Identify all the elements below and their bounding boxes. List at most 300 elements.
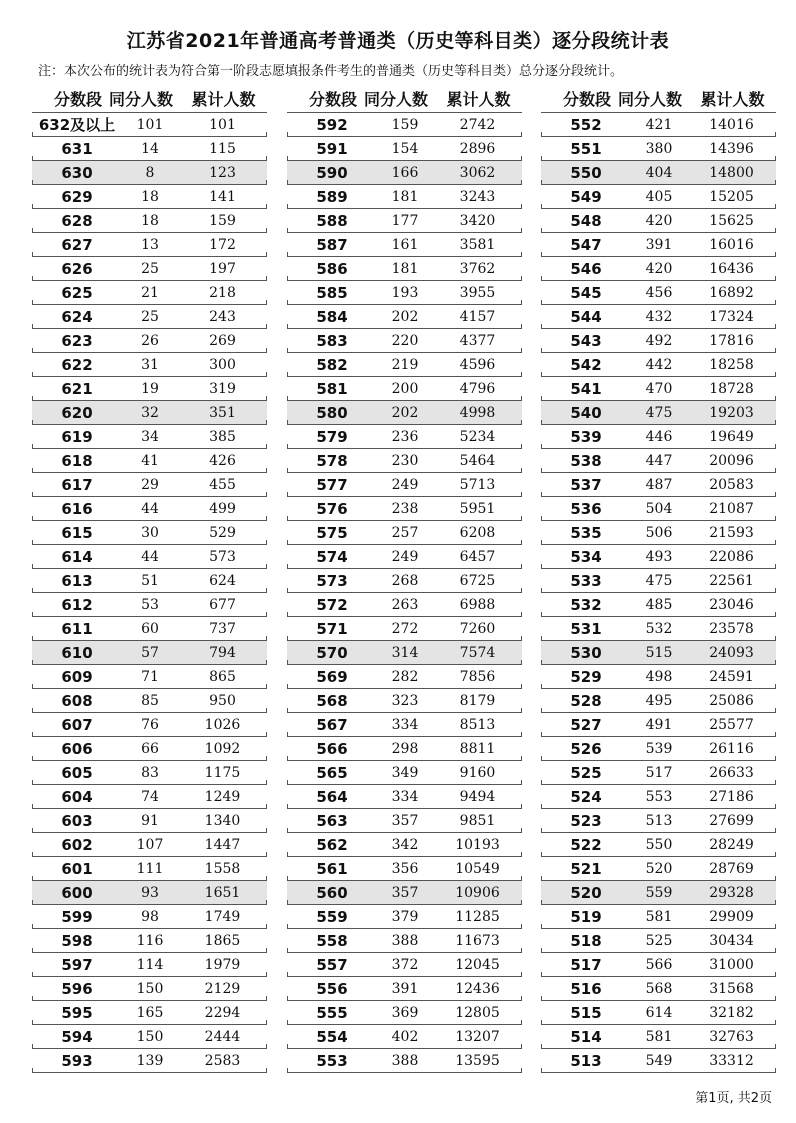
- cumulative-cell: 2294: [204, 1004, 241, 1021]
- score-cell: 566: [316, 739, 348, 758]
- score-cell: 559: [316, 907, 348, 926]
- score-cell: 595: [61, 1003, 93, 1022]
- cumulative-cell: 243: [209, 308, 236, 325]
- same-count-cell: 282: [391, 668, 419, 685]
- same-count-cell: 101: [136, 116, 164, 133]
- score-cell: 560: [316, 883, 348, 902]
- same-count-cell: 21: [141, 284, 159, 301]
- cumulative-cell: 426: [209, 452, 236, 469]
- score-cell: 558: [316, 931, 348, 950]
- table-row: [541, 497, 776, 521]
- score-cell: 525: [570, 763, 602, 782]
- score-cell: 598: [61, 931, 93, 950]
- table-row: [287, 449, 522, 473]
- same-count-cell: 517: [645, 764, 673, 781]
- score-cell: 564: [316, 787, 348, 806]
- table-row: [287, 305, 522, 329]
- cumulative-cell: 27186: [709, 788, 754, 805]
- table-row: [541, 305, 776, 329]
- table-row: [541, 881, 776, 905]
- score-cell: 616: [61, 499, 93, 518]
- same-count-cell: 44: [141, 548, 159, 565]
- score-cell: 588: [316, 211, 348, 230]
- cumulative-cell: 3581: [459, 236, 496, 253]
- same-count-cell: 404: [645, 164, 673, 181]
- same-count-cell: 491: [645, 716, 673, 733]
- score-cell: 540: [570, 403, 602, 422]
- table-row: [32, 593, 267, 617]
- score-cell: 583: [316, 331, 348, 350]
- header-same-count: 同分人数: [108, 89, 173, 109]
- table-row: [287, 281, 522, 305]
- table-row: [32, 137, 267, 161]
- table-row: [541, 1025, 776, 1049]
- cumulative-cell: 6725: [459, 572, 496, 589]
- score-cell: 631: [61, 139, 93, 158]
- same-count-cell: 66: [141, 740, 159, 757]
- table-row: [32, 929, 267, 953]
- cumulative-cell: 22561: [709, 572, 754, 589]
- cumulative-cell: 20583: [709, 476, 754, 493]
- score-cell: 621: [61, 379, 93, 398]
- same-count-cell: 342: [391, 836, 419, 853]
- table-row: [541, 233, 776, 257]
- table-row: [32, 857, 267, 881]
- cumulative-cell: 1340: [204, 812, 241, 829]
- same-count-cell: 475: [645, 404, 673, 421]
- same-count-cell: 14: [141, 140, 159, 157]
- same-count-cell: 51: [141, 572, 159, 589]
- score-cell: 604: [61, 787, 93, 806]
- score-cell: 632及以上: [38, 116, 116, 134]
- cumulative-cell: 5234: [459, 428, 496, 445]
- same-count-cell: 475: [645, 572, 673, 589]
- table-row: [541, 473, 776, 497]
- table-row: [541, 425, 776, 449]
- table-header: [541, 86, 776, 110]
- score-cell: 534: [570, 547, 602, 566]
- cumulative-cell: 25577: [709, 716, 754, 733]
- score-cell: 569: [316, 667, 348, 686]
- cumulative-cell: 16892: [709, 284, 754, 301]
- same-count-cell: 202: [391, 404, 419, 421]
- same-count-cell: 32: [141, 404, 159, 421]
- same-count-cell: 388: [391, 1052, 419, 1069]
- same-count-cell: 177: [391, 212, 419, 229]
- same-count-cell: 420: [645, 260, 673, 277]
- table-note: 注：本次公布的统计表为符合第一阶段志愿填报条件考生的普通类（历史等科目类）总分逐分段统计。: [38, 64, 624, 79]
- same-count-cell: 420: [645, 212, 673, 229]
- table-row: [32, 737, 267, 761]
- cumulative-cell: 29909: [709, 908, 754, 925]
- table-row: [541, 113, 776, 137]
- score-cell: 518: [570, 931, 602, 950]
- table-row: [541, 737, 776, 761]
- score-cell: 538: [570, 451, 602, 470]
- table-row: [541, 521, 776, 545]
- cumulative-cell: 28249: [709, 836, 754, 853]
- cumulative-cell: 737: [209, 620, 236, 637]
- table-row: [32, 953, 267, 977]
- table-row: [541, 641, 776, 665]
- table-row: [32, 1049, 267, 1073]
- table-row: [541, 785, 776, 809]
- cumulative-cell: 6208: [459, 524, 496, 541]
- score-cell: 576: [316, 499, 348, 518]
- score-cell: 609: [61, 667, 93, 686]
- cumulative-cell: 269: [209, 332, 236, 349]
- same-count-cell: 107: [136, 836, 164, 853]
- table-rows: [541, 113, 776, 1073]
- same-count-cell: 314: [391, 644, 419, 661]
- table-row: [287, 977, 522, 1001]
- score-cell: 517: [570, 955, 602, 974]
- cumulative-cell: 14396: [709, 140, 754, 157]
- table-row: [541, 185, 776, 209]
- table-row: [287, 665, 522, 689]
- same-count-cell: 19: [141, 380, 159, 397]
- same-count-cell: 76: [141, 716, 159, 733]
- cumulative-cell: 14800: [709, 164, 754, 181]
- header-score: 分数段: [54, 89, 103, 109]
- same-count-cell: 581: [645, 908, 673, 925]
- score-cell: 537: [570, 475, 602, 494]
- same-count-cell: 498: [645, 668, 673, 685]
- cumulative-cell: 1979: [204, 956, 241, 973]
- score-cell: 592: [316, 115, 348, 134]
- score-cell: 580: [316, 403, 348, 422]
- score-cell: 539: [570, 427, 602, 446]
- table-row: [287, 473, 522, 497]
- score-cell: 593: [61, 1051, 93, 1070]
- same-count-cell: 83: [141, 764, 159, 781]
- same-count-cell: 614: [645, 1004, 673, 1021]
- same-count-cell: 513: [645, 812, 673, 829]
- cumulative-cell: 115: [209, 140, 236, 157]
- table-row: [32, 521, 267, 545]
- header-cumulative: 累计人数: [446, 89, 511, 109]
- same-count-cell: 238: [391, 500, 419, 517]
- header-same-count: 同分人数: [617, 89, 682, 109]
- score-cell: 571: [316, 619, 348, 638]
- score-cell: 549: [570, 187, 602, 206]
- cumulative-cell: 19649: [709, 428, 754, 445]
- score-cell: 563: [316, 811, 348, 830]
- cumulative-cell: 218: [209, 284, 236, 301]
- score-cell: 594: [61, 1027, 93, 1046]
- same-count-cell: 493: [645, 548, 673, 565]
- same-count-cell: 85: [141, 692, 159, 709]
- table-row: [541, 281, 776, 305]
- header-cumulative: 累计人数: [700, 89, 765, 109]
- cumulative-cell: 319: [209, 380, 236, 397]
- score-cell: 567: [316, 715, 348, 734]
- cumulative-cell: 12045: [455, 956, 500, 973]
- score-cell: 570: [316, 643, 348, 662]
- table-row: [287, 329, 522, 353]
- same-count-cell: 18: [141, 188, 159, 205]
- table-row: [287, 353, 522, 377]
- same-count-cell: 71: [141, 668, 159, 685]
- score-cell: 551: [570, 139, 602, 158]
- cumulative-cell: 15205: [709, 188, 754, 205]
- cumulative-cell: 8179: [459, 692, 496, 709]
- same-count-cell: 13: [141, 236, 159, 253]
- cumulative-cell: 10549: [455, 860, 500, 877]
- same-count-cell: 379: [391, 908, 419, 925]
- table-row: [287, 953, 522, 977]
- cumulative-cell: 18728: [709, 380, 754, 397]
- table-row: [287, 761, 522, 785]
- same-count-cell: 550: [645, 836, 673, 853]
- cumulative-cell: 7856: [459, 668, 496, 685]
- score-cell: 535: [570, 523, 602, 542]
- cumulative-cell: 27699: [709, 812, 754, 829]
- score-cell: 574: [316, 547, 348, 566]
- same-count-cell: 249: [391, 476, 419, 493]
- score-cell: 529: [570, 667, 602, 686]
- same-count-cell: 447: [645, 452, 673, 469]
- table-row: [32, 617, 267, 641]
- same-count-cell: 219: [391, 356, 419, 373]
- table-row: [32, 497, 267, 521]
- score-cell: 521: [570, 859, 602, 878]
- same-count-cell: 236: [391, 428, 419, 445]
- score-cell: 552: [570, 115, 602, 134]
- same-count-cell: 18: [141, 212, 159, 229]
- cumulative-cell: 19203: [709, 404, 754, 421]
- table-row: [541, 209, 776, 233]
- cumulative-cell: 529: [209, 524, 236, 541]
- table-row: [32, 329, 267, 353]
- same-count-cell: 506: [645, 524, 673, 541]
- score-cell: 617: [61, 475, 93, 494]
- same-count-cell: 111: [136, 860, 164, 877]
- same-count-cell: 272: [391, 620, 419, 637]
- same-count-cell: 230: [391, 452, 419, 469]
- cumulative-cell: 31000: [709, 956, 754, 973]
- same-count-cell: 532: [645, 620, 673, 637]
- score-cell: 556: [316, 979, 348, 998]
- score-cell: 626: [61, 259, 93, 278]
- same-count-cell: 515: [645, 644, 673, 661]
- same-count-cell: 357: [391, 812, 419, 829]
- same-count-cell: 268: [391, 572, 419, 589]
- cumulative-cell: 16016: [709, 236, 754, 253]
- page-title: 江苏省2021年普通高考普通类（历史等科目类）逐分段统计表: [126, 30, 670, 52]
- same-count-cell: 421: [645, 116, 673, 133]
- cumulative-cell: 3762: [459, 260, 496, 277]
- score-cell: 608: [61, 691, 93, 710]
- score-cell: 524: [570, 787, 602, 806]
- cumulative-cell: 15625: [709, 212, 754, 229]
- score-cell: 526: [570, 739, 602, 758]
- cumulative-cell: 26633: [709, 764, 754, 781]
- same-count-cell: 166: [391, 164, 419, 181]
- score-cell: 620: [61, 403, 93, 422]
- table-row: [541, 857, 776, 881]
- cumulative-cell: 159: [209, 212, 236, 229]
- cumulative-cell: 197: [209, 260, 236, 277]
- score-cell: 530: [570, 643, 602, 662]
- cumulative-cell: 573: [209, 548, 236, 565]
- score-cell: 577: [316, 475, 348, 494]
- table-row: [32, 257, 267, 281]
- score-cell: 519: [570, 907, 602, 926]
- same-count-cell: 553: [645, 788, 673, 805]
- score-cell: 602: [61, 835, 93, 854]
- cumulative-cell: 351: [209, 404, 236, 421]
- score-cell: 611: [61, 619, 93, 638]
- score-cell: 553: [316, 1051, 348, 1070]
- same-count-cell: 446: [645, 428, 673, 445]
- table-row: [287, 569, 522, 593]
- header-same-count: 同分人数: [363, 89, 428, 109]
- same-count-cell: 456: [645, 284, 673, 301]
- score-cell: 523: [570, 811, 602, 830]
- score-cell: 522: [570, 835, 602, 854]
- score-cell: 543: [570, 331, 602, 350]
- cumulative-cell: 14016: [709, 116, 754, 133]
- same-count-cell: 150: [136, 1028, 164, 1045]
- score-cell: 533: [570, 571, 602, 590]
- table-row: [541, 353, 776, 377]
- table-row: [287, 905, 522, 929]
- same-count-cell: 356: [391, 860, 419, 877]
- cumulative-cell: 17816: [709, 332, 754, 349]
- header-score: 分数段: [309, 89, 358, 109]
- cumulative-cell: 13207: [455, 1028, 500, 1045]
- table-rows: [32, 113, 267, 1073]
- score-cell: 591: [316, 139, 348, 158]
- score-table-column-3: [541, 86, 776, 1073]
- table-row: [541, 449, 776, 473]
- score-cell: 600: [61, 883, 93, 902]
- score-cell: 536: [570, 499, 602, 518]
- same-count-cell: 263: [391, 596, 419, 613]
- cumulative-cell: 20096: [709, 452, 754, 469]
- cumulative-cell: 1026: [204, 716, 241, 733]
- same-count-cell: 193: [391, 284, 419, 301]
- table-row: [287, 1025, 522, 1049]
- score-cell: 585: [316, 283, 348, 302]
- cumulative-cell: 29328: [709, 884, 754, 901]
- cumulative-cell: 2742: [459, 116, 496, 133]
- score-cell: 601: [61, 859, 93, 878]
- score-cell: 579: [316, 427, 348, 446]
- score-cell: 555: [316, 1003, 348, 1022]
- cumulative-cell: 1175: [204, 764, 241, 781]
- table-row: [32, 353, 267, 377]
- score-cell: 606: [61, 739, 93, 758]
- cumulative-cell: 18258: [709, 356, 754, 373]
- table-row: [541, 809, 776, 833]
- score-cell: 623: [61, 331, 93, 350]
- score-cell: 557: [316, 955, 348, 974]
- table-row: [287, 161, 522, 185]
- score-cell: 605: [61, 763, 93, 782]
- table-row: [32, 113, 267, 137]
- cumulative-cell: 624: [209, 572, 236, 589]
- same-count-cell: 154: [391, 140, 419, 157]
- cumulative-cell: 9851: [459, 812, 496, 829]
- table-row: [32, 233, 267, 257]
- score-cell: 624: [61, 307, 93, 326]
- same-count-cell: 525: [645, 932, 673, 949]
- table-row: [541, 953, 776, 977]
- table-row: [287, 593, 522, 617]
- table-row: [287, 737, 522, 761]
- cumulative-cell: 11673: [455, 932, 500, 949]
- score-cell: 630: [61, 163, 93, 182]
- table-row: [287, 833, 522, 857]
- table-row: [32, 425, 267, 449]
- same-count-cell: 34: [141, 428, 159, 445]
- cumulative-cell: 31568: [709, 980, 754, 997]
- table-row: [287, 809, 522, 833]
- table-row: [541, 929, 776, 953]
- table-row: [32, 473, 267, 497]
- same-count-cell: 470: [645, 380, 673, 397]
- cumulative-cell: 2583: [204, 1052, 241, 1069]
- score-cell: 619: [61, 427, 93, 446]
- same-count-cell: 31: [141, 356, 159, 373]
- cumulative-cell: 499: [209, 500, 236, 517]
- score-cell: 550: [570, 163, 602, 182]
- score-cell: 612: [61, 595, 93, 614]
- table-row: [541, 569, 776, 593]
- score-cell: 575: [316, 523, 348, 542]
- cumulative-cell: 3243: [459, 188, 496, 205]
- table-row: [287, 545, 522, 569]
- table-row: [541, 593, 776, 617]
- table-row: [32, 833, 267, 857]
- cumulative-cell: 9494: [459, 788, 496, 805]
- table-row: [287, 617, 522, 641]
- score-cell: 546: [570, 259, 602, 278]
- page-footer: 第1页, 共2页: [695, 1091, 772, 1106]
- score-cell: 596: [61, 979, 93, 998]
- cumulative-cell: 1447: [204, 836, 241, 853]
- table-row: [541, 401, 776, 425]
- same-count-cell: 568: [645, 980, 673, 997]
- table-row: [287, 137, 522, 161]
- score-cell: 565: [316, 763, 348, 782]
- score-cell: 561: [316, 859, 348, 878]
- same-count-cell: 139: [136, 1052, 164, 1069]
- table-row: [541, 1001, 776, 1025]
- table-row: [287, 785, 522, 809]
- cumulative-cell: 4596: [459, 356, 496, 373]
- cumulative-cell: 1651: [204, 884, 241, 901]
- same-count-cell: 349: [391, 764, 419, 781]
- cumulative-cell: 30434: [709, 932, 754, 949]
- cumulative-cell: 11285: [455, 908, 500, 925]
- cumulative-cell: 21087: [709, 500, 754, 517]
- cumulative-cell: 23578: [709, 620, 754, 637]
- cumulative-cell: 10906: [455, 884, 500, 901]
- score-cell: 545: [570, 283, 602, 302]
- score-cell: 541: [570, 379, 602, 398]
- table-row: [287, 113, 522, 137]
- score-cell: 572: [316, 595, 348, 614]
- same-count-cell: 181: [391, 188, 419, 205]
- table-header: [287, 86, 522, 110]
- table-row: [287, 185, 522, 209]
- score-cell: 515: [570, 1003, 602, 1022]
- table-row: [541, 377, 776, 401]
- same-count-cell: 200: [391, 380, 419, 397]
